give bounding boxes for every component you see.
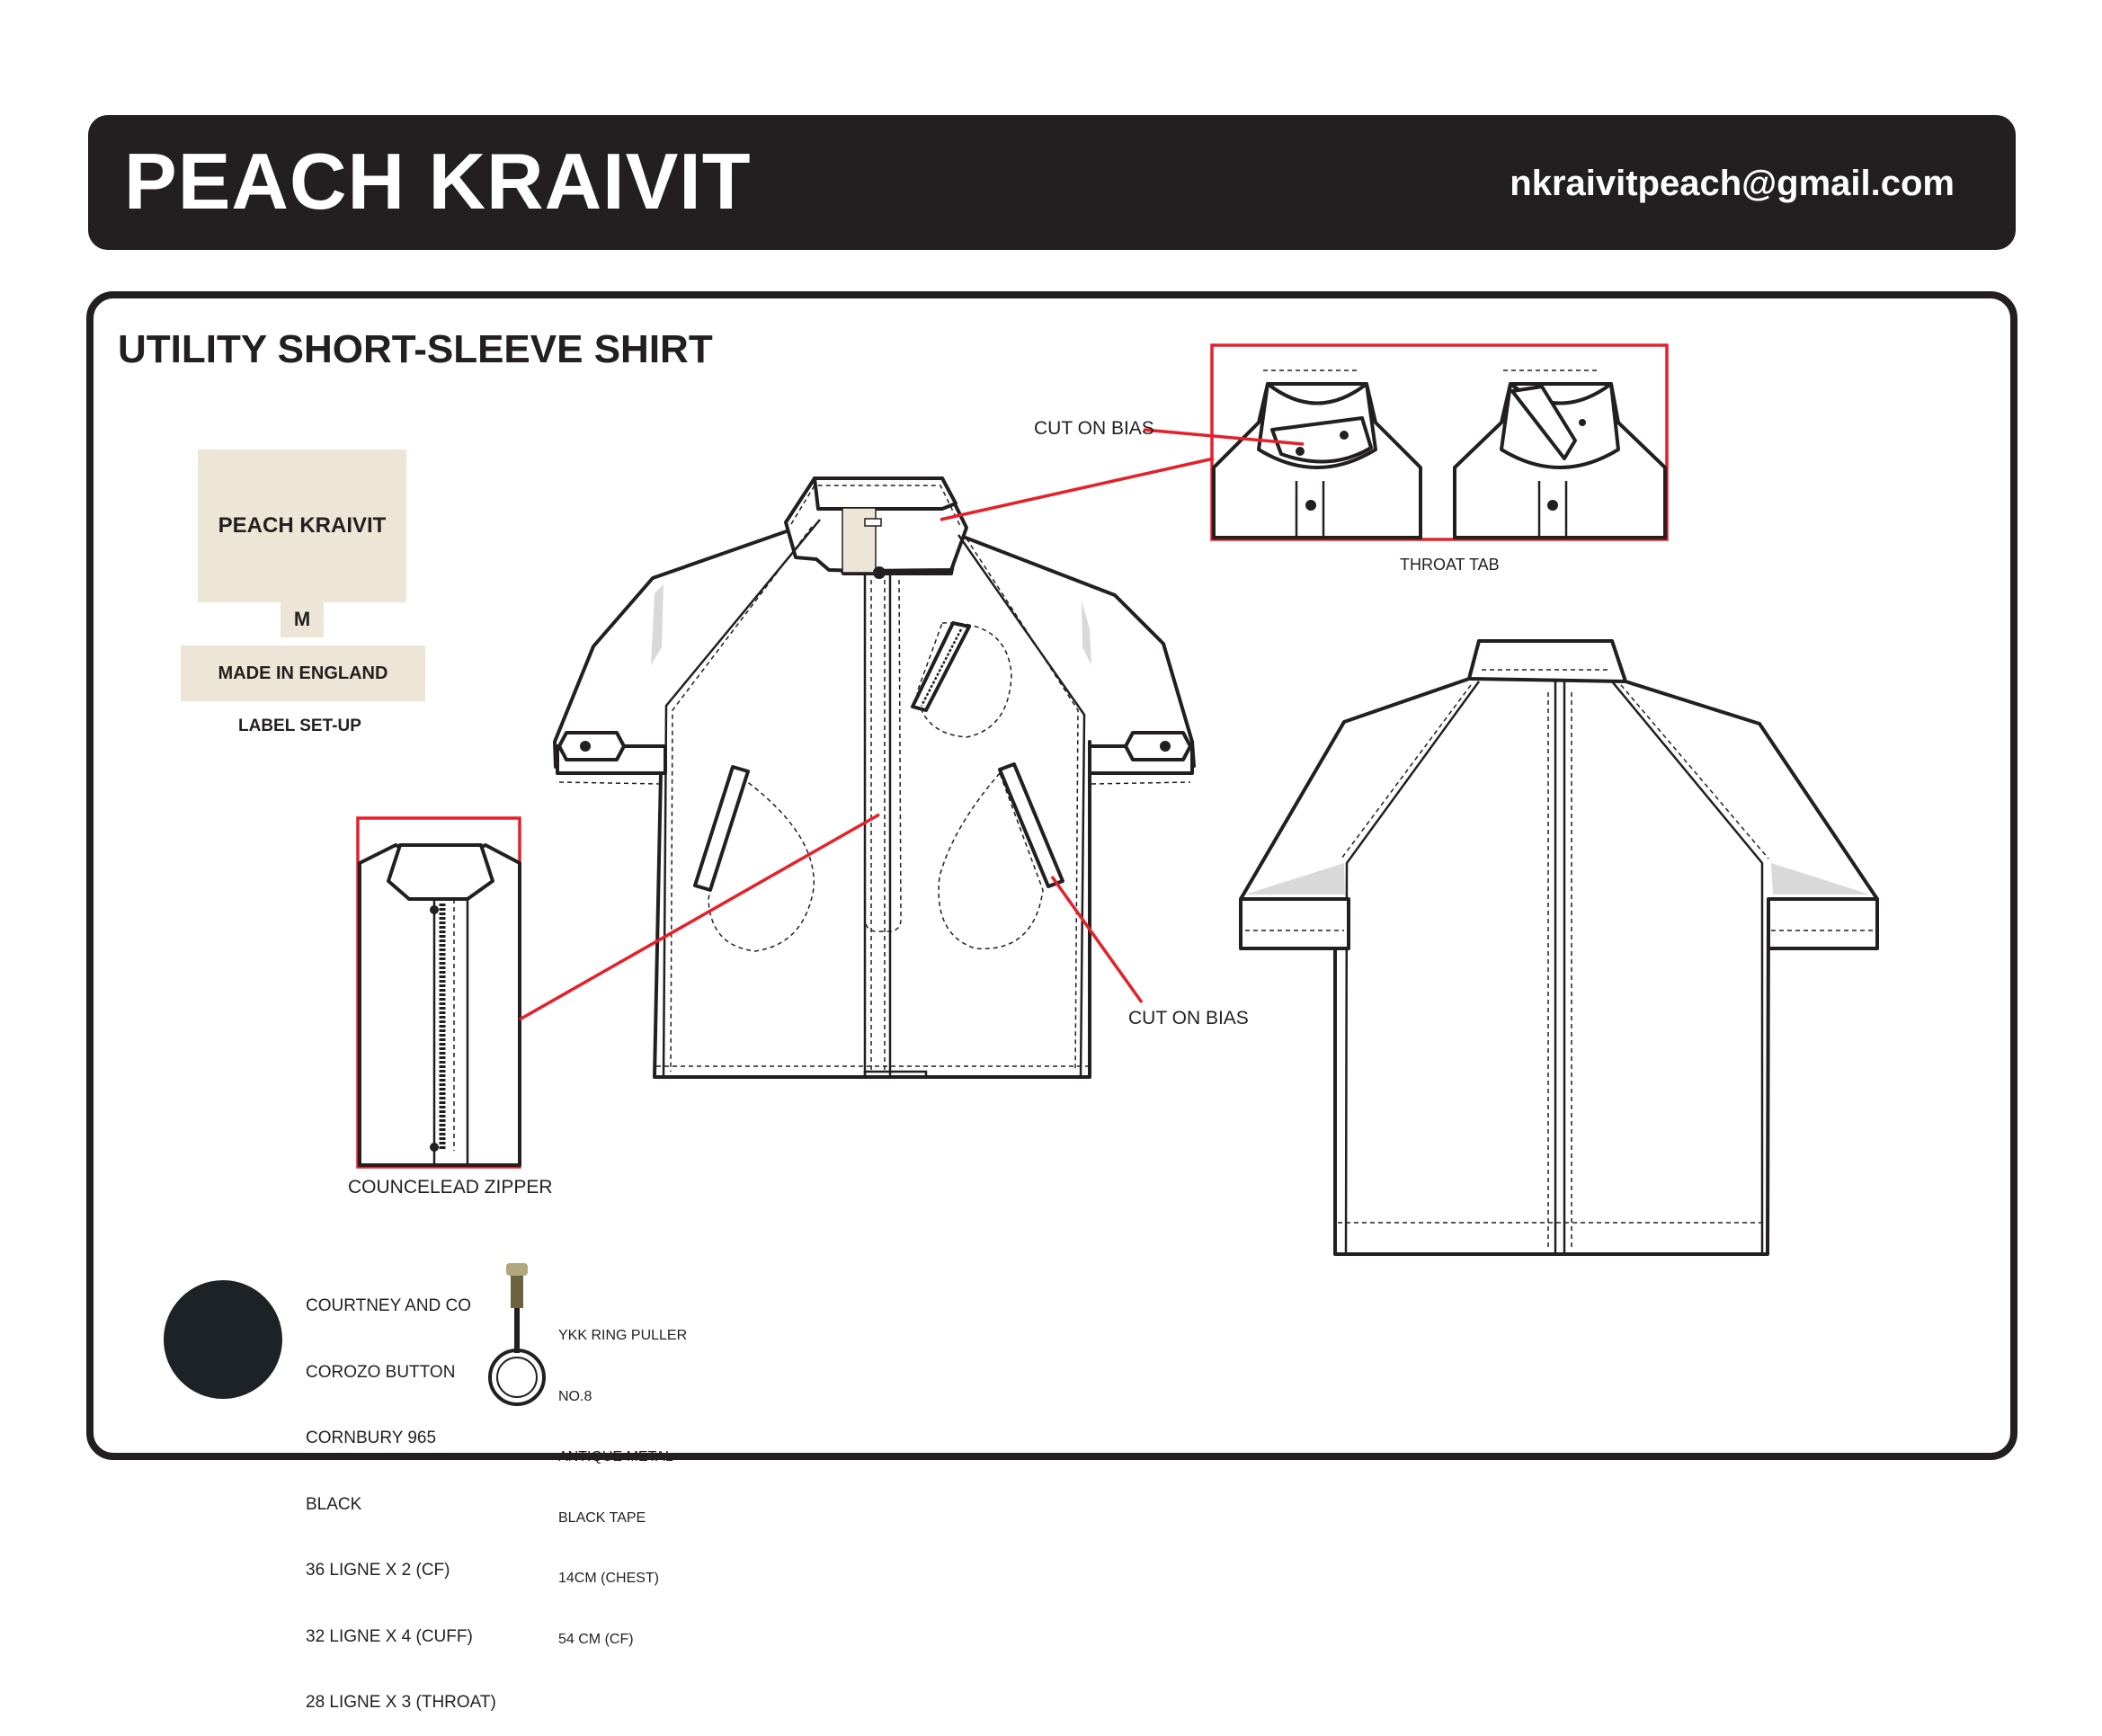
shirt-front-view xyxy=(555,478,1194,1077)
button-spec-line: 36 LIGNE X 2 (CF) xyxy=(306,1561,450,1580)
zipper-spec xyxy=(558,1286,687,1670)
button-spec-line: BLACK xyxy=(306,1494,362,1514)
button-spec-line: 32 LIGNE X 4 (CUFF) xyxy=(306,1626,473,1646)
designer-email: nkraivitpeach@gmail.com xyxy=(1510,164,1955,203)
ykk-ring-puller-icon xyxy=(490,1263,544,1404)
zipper-spec-line: YKK RING PULLER xyxy=(558,1328,688,1343)
zipper-spec-line: ANTIQUE METAL xyxy=(558,1449,673,1464)
button-spec-line: 28 LIGNE X 3 (THROAT) xyxy=(306,1693,496,1712)
collar-callout-line xyxy=(940,458,1214,520)
size-label: M xyxy=(281,601,324,637)
zipper-spec-line: BLACK TAPE xyxy=(558,1509,646,1526)
zipper-label: COUNCELEAD ZIPPER xyxy=(348,1177,553,1197)
button-spec-line: CORNBURY 965 xyxy=(306,1429,437,1447)
bias-label-pocket: CUT ON BIAS xyxy=(1128,1008,1249,1028)
garment-title: UTILITY SHORT-SLEEVE SHIRT xyxy=(118,327,713,371)
designer-name: PEACH KRAIVIT xyxy=(124,137,752,226)
zipper-spec-line: NO.8 xyxy=(558,1388,592,1404)
button-spec-line: COURTNEY AND CO xyxy=(306,1296,472,1315)
bias-label-collar: CUT ON BIAS xyxy=(1034,418,1154,439)
button-spec xyxy=(306,1251,496,1736)
label-setup-caption: LABEL SET-UP xyxy=(238,717,361,735)
zipper-spec-line: 54 CM (CF) xyxy=(558,1631,634,1647)
shirt-back-view xyxy=(1241,641,1877,1254)
button-spec-line: COROZO BUTTON xyxy=(306,1362,456,1382)
origin-label: MADE IN ENGLAND xyxy=(181,645,425,701)
throat-tab-label: THROAT TAB xyxy=(1400,556,1500,574)
brand-label: PEACH KRAIVIT xyxy=(198,450,406,602)
concealed-zipper-detail xyxy=(358,818,520,1167)
zipper-spec-line: 14CM (CHEST) xyxy=(558,1571,660,1586)
corozo-button-swatch xyxy=(164,1280,282,1399)
